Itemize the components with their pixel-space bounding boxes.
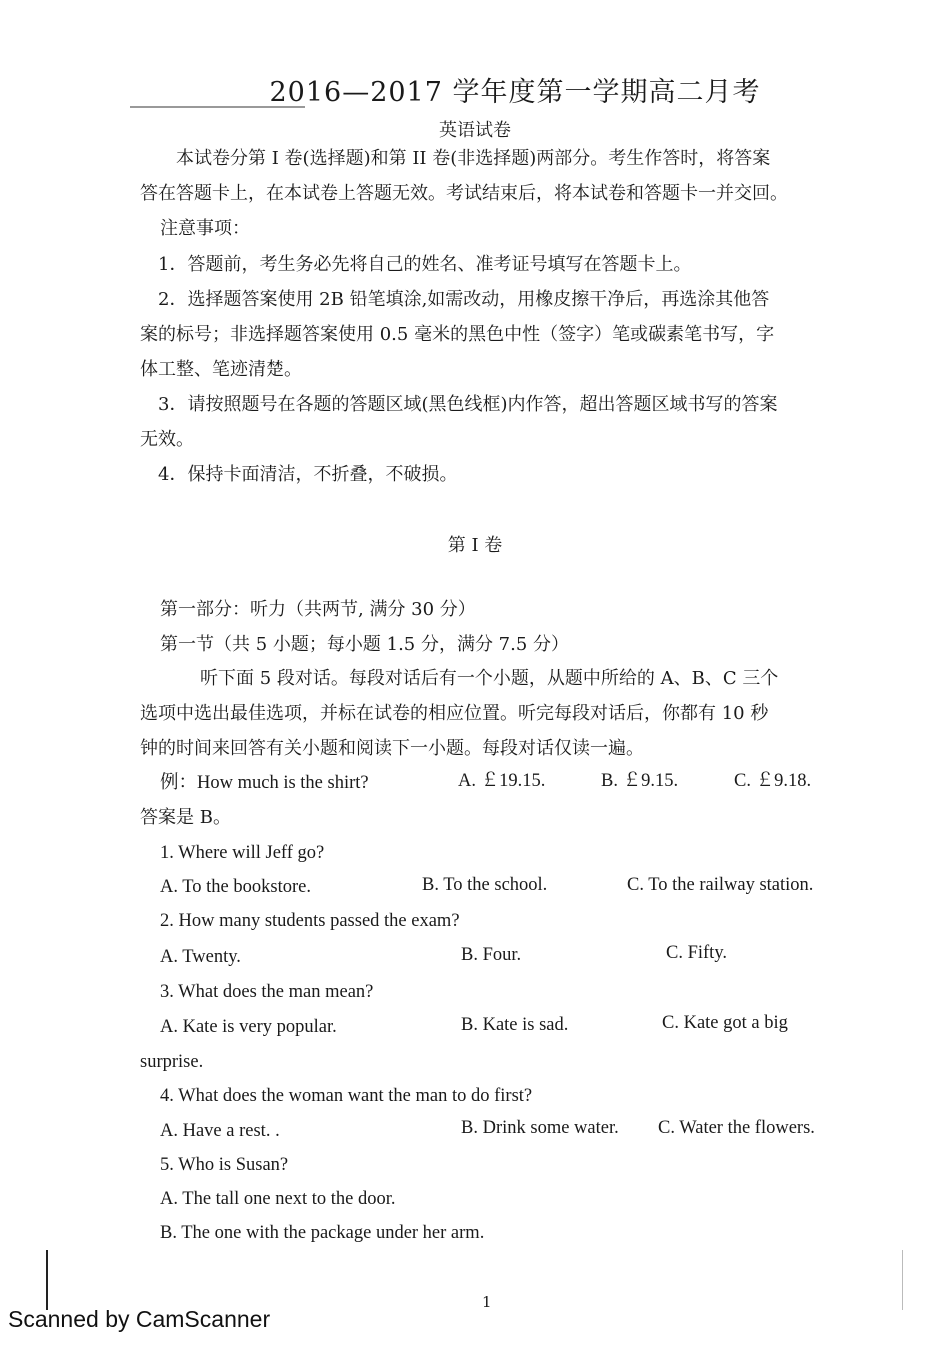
notes-heading: 注意事项： [160,218,250,239]
note-item: 无效。 [140,429,194,450]
option-b: B. Kate is sad. [461,1015,569,1035]
intro-line: 答在答题卡上，在本试卷上答题无效。考试结束后，将本试卷和答题卡一并交回。 [140,183,788,204]
option-a: A. To the bookstore. [160,877,311,897]
instruction-line: 钟的时间来回答有关小题和阅读下一小题。每段对话仅读一遍。 [140,738,644,759]
exam-subtitle: 英语试卷 [439,120,511,141]
note-item: 体工整、笔迹清楚。 [140,359,302,380]
scan-edge-line [46,1250,48,1310]
option-a: A. Twenty. [160,947,241,967]
question-stem: 1. Where will Jeff go? [160,843,325,863]
option-b: B. The one with the package under her arm. [160,1223,485,1243]
scanner-watermark: Scanned by CamScanner [8,1306,271,1332]
note-item: 3．请按照题号在各题的答题区域(黑色线框)内作答，超出答题区域书写的答案 [158,394,778,415]
option-b: B. Four. [461,945,522,965]
example-question: 例：How much is the shirt? [160,773,369,793]
question-stem: 3. What does the man mean? [160,982,374,1002]
option-b: B. To the school. [422,875,548,895]
exam-title: 2016—2017 学年度第一学期高二月考 [269,77,761,108]
note-item: 4．保持卡面清洁，不折叠，不破损。 [158,464,458,485]
part-heading: 第一部分：听力（共两节, 满分 30 分） [160,599,476,620]
example-option-c: C. ￡9.18. [734,771,812,791]
intro-line: 本试卷分第 I 卷(选择题)和第 II 卷(非选择题)两部分。考生作答时，将答案 [176,148,771,169]
section-title: 第 I 卷 [447,535,503,556]
option-a: A. The tall one next to the door. [160,1189,396,1209]
option-c: C. Water the flowers. [658,1118,815,1138]
scan-edge-line [902,1250,903,1310]
note-item: 2．选择题答案使用 2B 铅笔填涂,如需改动，用橡皮擦干净后，再选涂其他答 [158,289,770,310]
option-a: A. Kate is very popular. [160,1017,337,1037]
section-heading: 第一节（共 5 小题；每小题 1.5 分，满分 7.5 分） [160,634,570,655]
question-stem: 4. What does the woman want the man to do first? [160,1086,533,1106]
option-a: A. Have a rest. . [160,1121,280,1141]
example-option-a: A. ￡19.15. [458,771,546,791]
option-b: B. Drink some water. [461,1118,619,1138]
instruction-line: 听下面 5 段对话。每段对话后有一个小题，从题中所给的 A、B、C 三个 [200,668,779,689]
note-item: 1．答题前，考生务必先将自己的姓名、准考证号填写在答题卡上。 [158,254,692,275]
page-number: 1 [482,1293,492,1311]
example-answer: 答案是 B。 [140,807,231,828]
question-stem: 5. Who is Susan? [160,1155,289,1175]
note-item: 案的标号；非选择题答案使用 0.5 毫米的黑色中性（签字）笔或碳素笔书写，字 [140,324,775,345]
example-option-b: B. ￡9.15. [601,771,679,791]
option-c: C. Fifty. [666,943,727,963]
instruction-line: 选项中选出最佳选项，并标在试卷的相应位置。听完每段对话后，你都有 10 秒 [140,703,769,724]
option-c-continued: surprise. [140,1052,204,1072]
option-c: C. Kate got a big [662,1013,788,1033]
question-stem: 2. How many students passed the exam? [160,911,460,931]
option-c: C. To the railway station. [627,875,814,895]
